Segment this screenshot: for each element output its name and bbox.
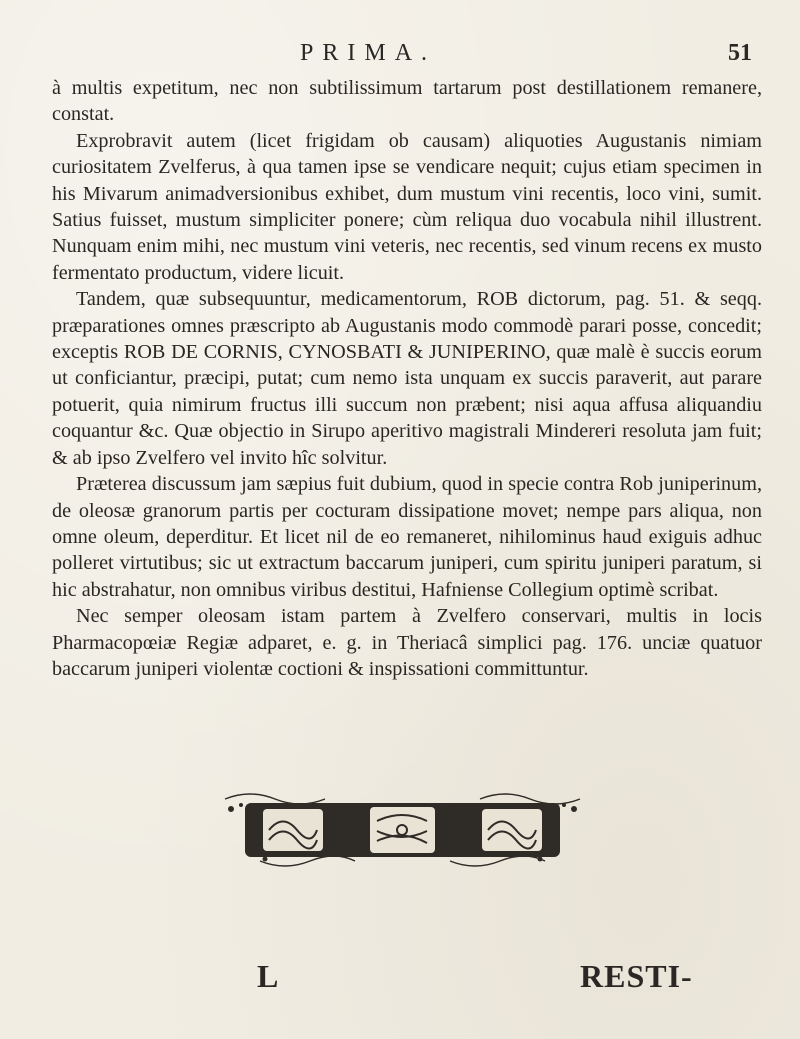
catchword: RESTI- [580, 958, 693, 994]
body-text [52, 75, 762, 682]
page-footer [0, 958, 800, 998]
paragraph: à multis expetitum, nec non subtilissimum tartarum post destillationem remanere, constat. [52, 77, 762, 126]
page-number: 51 [728, 40, 752, 66]
woodcut-tailpiece-ornament [205, 785, 600, 875]
paragraph: Præterea discussum jam sæpius fuit dubium, quod in specie contra Rob juniperinum, de oleosæ granorum partis per cocturam dissipatione movet; nempe pars aliqua, non omne oleum, deperditur. Et licet nil de eo remaneret, nihilominus haud exiguis adhuc polleret virtutibus; sic ut extractum baccarum juniperi, cum spiritu juniperi paratum, si hic abstrahatur, non omnibus viribus destitui, Hafniense Collegium optimè scribat. [52, 473, 762, 601]
signature-mark: L [257, 958, 279, 994]
paragraph: Exprobravit autem (licet frigidam ob causam) aliquoties Augustanis nimiam curiositatem Zvelferus, à qua tamen ipse se vendicare nequit; cujus etiam specimen in his Mivarum animadversionibus exhibet, dum mustum vini recentis, loco vini, sumit. Satius fuisset, mustum simpliciter ponere; cùm reliqua duo vocabula nihil illustrent. Nunquam enim mihi, nec mustum vini veteris, nec recentis, sed vinum recens ex musto fermentato productum, videre licuit. [52, 129, 762, 284]
paragraph: Tandem, quæ subsequuntur, medicamentorum, ROB dictorum, pag. 51. & seqq. præparationes omnes præscripto ab Augustanis modo commodè parari posse, concedit; exceptis ROB DE CORNIS, CYNOSBATI & JUNIPERINO, quæ malè è succis eorum ut conficiantur, præcipi, putat; cum nemo ista unquam ex succis paraverit, aut parare potuerit, quia nimirum fructus illi succum non præbent; nisi aqua affusa aliquandiu coquantur &c. Quæ objectio in Sirupo aperitivo magistrali Mindereri resoluta jam fuit; & ab ipso Zvelfero vel invito hîc solvitur. [52, 288, 762, 469]
running-title: PRIMA. [300, 40, 437, 66]
page-header [0, 40, 800, 70]
paragraph: Nec semper oleosam istam partem à Zvelfero conservari, multis in locis Pharmacopœiæ Regiæ adparet, e. g. in Theriacâ simplici pag. 176. unciæ quatuor baccarum juniperi violentæ coctioni & inspissationi committuntur. [52, 605, 762, 680]
